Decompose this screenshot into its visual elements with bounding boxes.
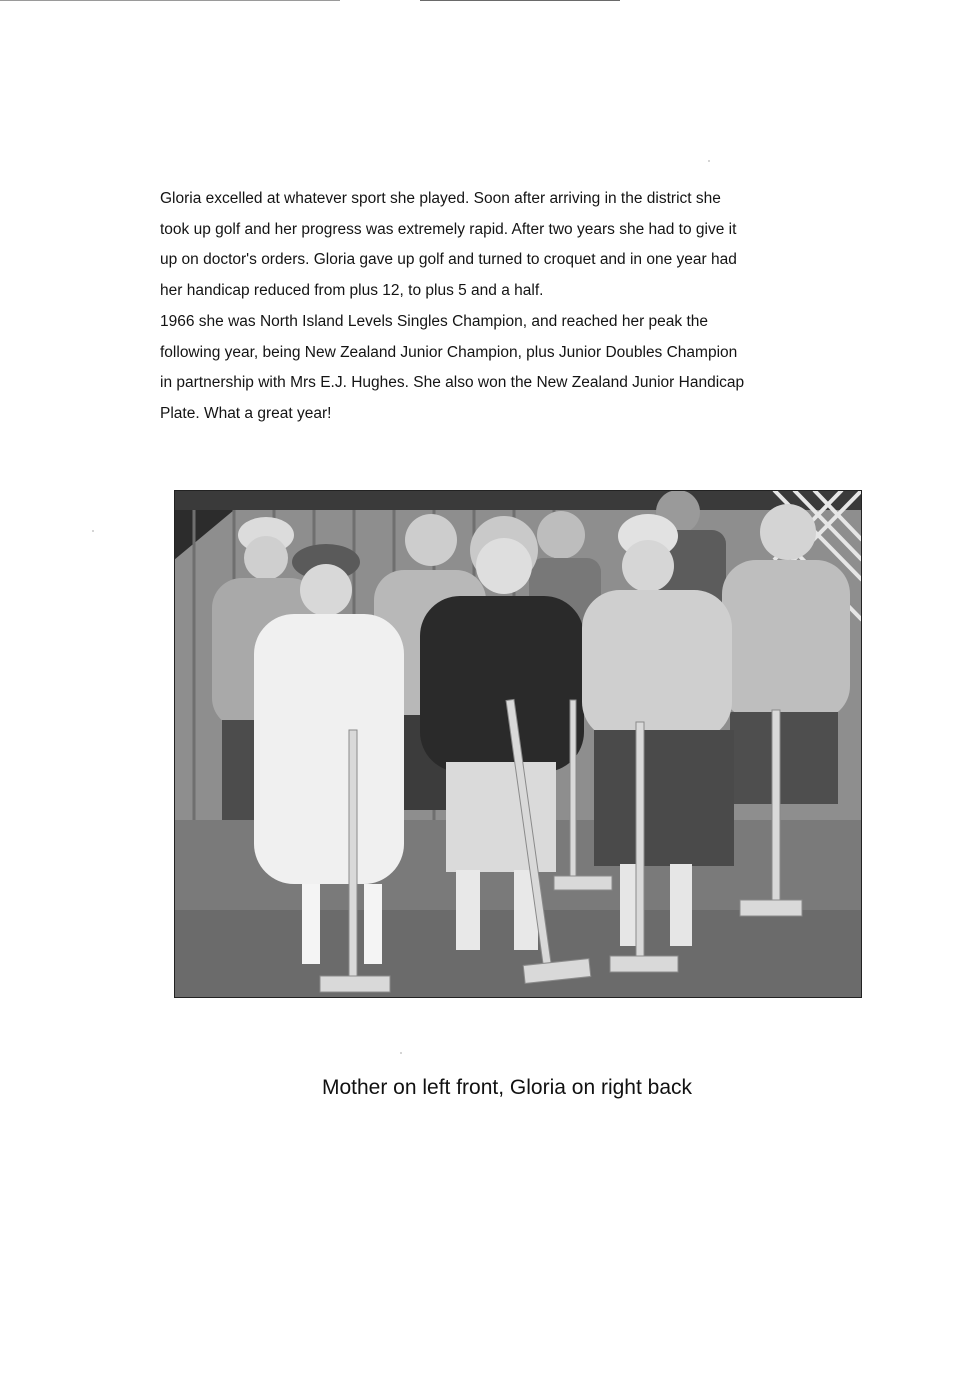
body-text <box>160 184 880 430</box>
photo-caption: Mother on left front, Gloria on right back <box>321 1076 692 1099</box>
paragraph-line: in partnership with Mrs E.J. Hughes. She also won the New Zealand Junior Handicap <box>160 374 745 392</box>
paragraph-line: following year, being New Zealand Junior Champion, plus Junior Doubles Champion <box>160 343 738 361</box>
paragraph-line: 1966 she was North Island Levels Singles Champion, and reached her peak the <box>160 312 709 330</box>
scan-speck <box>708 160 710 162</box>
group-photo <box>174 490 862 998</box>
paragraph-line: up on doctor's orders. Gloria gave up golf and turned to croquet and in one year had <box>160 251 737 269</box>
scan-edge-line <box>420 0 620 1</box>
paragraph-line: took up golf and her progress was extremely rapid. After two years she had to give it <box>160 220 737 238</box>
paragraph-line: Gloria excelled at whatever sport she played. Soon after arriving in the district she <box>160 190 721 207</box>
scan-speck <box>400 1052 402 1054</box>
scan-edge-line <box>0 0 340 1</box>
scan-speck <box>92 530 94 532</box>
paragraph-line: Plate. What a great year! <box>160 404 332 422</box>
paragraph-line: her handicap reduced from plus 12, to plus 5 and a half. <box>160 282 544 300</box>
